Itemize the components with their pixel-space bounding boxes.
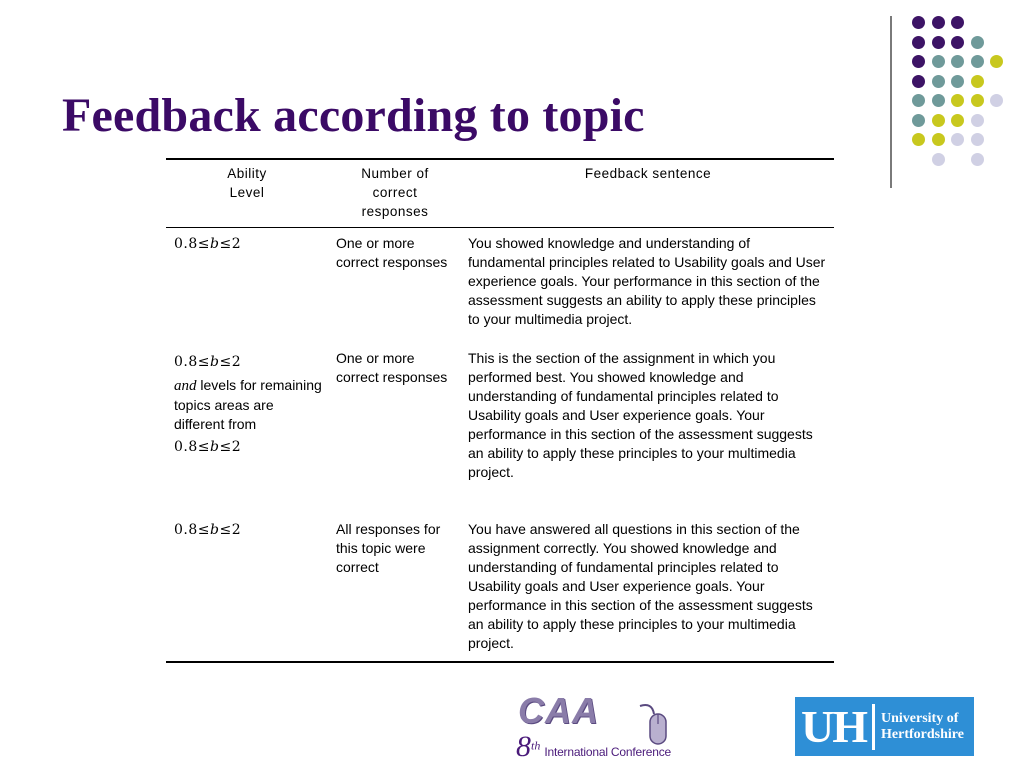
decorative-dot [951, 36, 964, 49]
caa-conference-caption: 8th International Conference [516, 730, 671, 763]
decorative-dot [932, 16, 945, 29]
decorative-dot [971, 55, 984, 68]
decorative-dot [912, 55, 925, 68]
slide-title: Feedback according to topic [62, 89, 645, 142]
uh-logo-divider [872, 704, 875, 750]
table-header-row [166, 159, 834, 228]
ability-cell [166, 343, 328, 496]
decorative-dot [932, 133, 945, 146]
decorative-dot [971, 133, 984, 146]
decorative-dot [951, 133, 964, 146]
header-number-correct: Number of correct responses [361, 166, 429, 219]
university-of-hertfordshire-logo [795, 697, 974, 756]
ability-condition-text: and levels for remaining topics areas are different from [174, 377, 322, 432]
ability-expression: 0.8≤b≤2 [174, 354, 242, 370]
decorative-dot [932, 36, 945, 49]
decorative-dot [932, 94, 945, 107]
decorative-dot [912, 133, 925, 146]
ability-cell [166, 228, 328, 344]
decorative-dot [971, 114, 984, 127]
feedback-cell: This is the section of the assignment in which you performed best. You showed knowledge and understanding of fundamental principles related to Usability goals and User experience goals. Your performance in this section of the assessment suggests an ability to apply these principles to your multimedia project. [468, 350, 813, 480]
table-row [166, 496, 834, 662]
decorative-dot [951, 114, 964, 127]
header-ability-level: Ability Level [227, 166, 267, 200]
feedback-table [166, 158, 834, 663]
table-row [166, 343, 834, 496]
feedback-cell: You showed knowledge and understanding of fundamental principles related to Usability goals and User experience goals. Your performance in this section of the assessment suggests an ability to apply these principles to your multimedia project. [468, 235, 826, 327]
header-feedback-sentence: Feedback sentence [584, 166, 712, 181]
correct-responses-cell: One or more correct responses [336, 235, 448, 270]
decorative-dot [971, 75, 984, 88]
decorative-dot [951, 75, 964, 88]
decorative-dot [932, 55, 945, 68]
decorative-dot [990, 94, 1003, 107]
decorative-dot [912, 94, 925, 107]
decorative-dot [951, 94, 964, 107]
decorative-dot [932, 153, 945, 166]
decorative-dot [932, 114, 945, 127]
decorative-dot [912, 16, 925, 29]
decorative-dot [932, 75, 945, 88]
caa-conference-logo [510, 690, 680, 762]
ability-expression: 0.8≤b≤2 [174, 522, 242, 538]
decorative-dot [912, 75, 925, 88]
caa-logo-letters: CAA [518, 690, 599, 731]
ability-expression: 0.8≤b≤2 [174, 236, 242, 252]
table-row [166, 228, 834, 344]
correct-responses-cell: All responses for this topic were correct [336, 521, 441, 575]
decorative-dot [971, 94, 984, 107]
decorative-dot [912, 36, 925, 49]
uh-logo-name: University of Hertfordshire [881, 710, 964, 742]
decorative-dot [951, 16, 964, 29]
ability-expression-secondary: 0.8≤b≤2 [174, 439, 242, 455]
decorative-dot [971, 153, 984, 166]
uh-logo-letters: UH [801, 701, 866, 752]
decorative-dot [990, 55, 1003, 68]
decorative-dot [951, 55, 964, 68]
feedback-cell: You have answered all questions in this section of the assignment correctly. You showed knowledge and understanding of fundamental principles related to Usability goals and User experience goals. Your performance in this section of the assessment suggests an ability to apply these principles to your multimedia project. [468, 521, 813, 651]
decorative-dot [971, 36, 984, 49]
ability-cell [166, 496, 328, 662]
decorative-dot [912, 114, 925, 127]
decorative-vertical-line [890, 16, 892, 188]
correct-responses-cell: One or more correct responses [336, 350, 448, 385]
